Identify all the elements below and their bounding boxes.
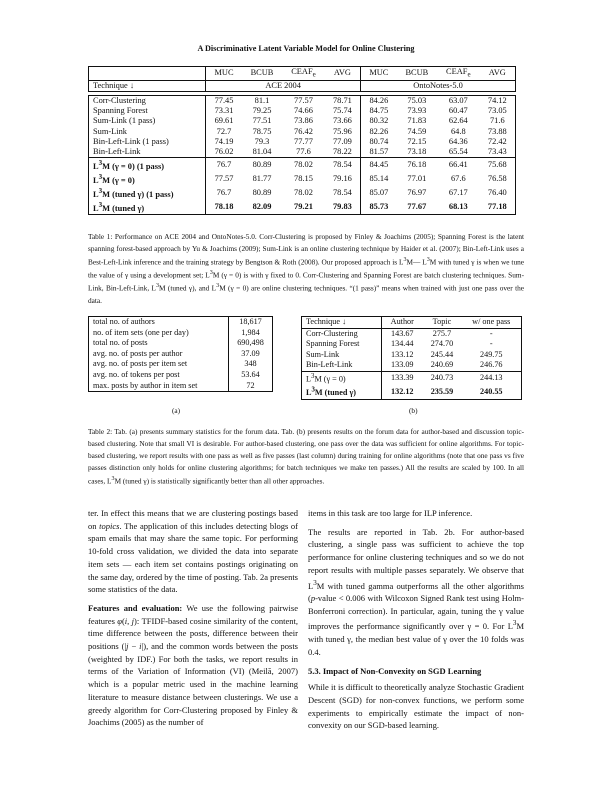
- table-value: 65.54: [437, 147, 480, 158]
- section-heading-5-3: 5.3. Impact of Non-Convexity on SGD Learning: [308, 666, 482, 677]
- dataset-header: OntoNotes-5.0: [361, 80, 516, 91]
- technique-name: Sum-Link: [89, 127, 206, 137]
- table-value: 76.18: [397, 158, 437, 173]
- table-value: 274.70: [430, 339, 454, 349]
- stat-label: avg. no. of posts per item set: [93, 359, 188, 369]
- technique-name: Sum-Link (1 pass): [89, 116, 206, 126]
- table-value: 132.12: [382, 385, 423, 399]
- table-value: 79.25: [252, 106, 272, 116]
- table-value: 240.55: [462, 385, 522, 399]
- table-value: 73.18: [397, 147, 437, 158]
- table-column-header: Technique ↓: [302, 317, 382, 329]
- table-value: 84.26: [361, 96, 397, 107]
- right-column: [308, 507, 524, 732]
- stat-label: no. of item sets (one per day): [93, 327, 189, 337]
- table-row: [89, 172, 516, 186]
- table-value: 77.09: [332, 136, 352, 146]
- table-value: 77.18: [480, 200, 516, 215]
- table-cell: [89, 67, 206, 81]
- table-value: 69.61: [206, 116, 242, 126]
- table-value: 76.40: [480, 186, 516, 200]
- table-value: 77.6: [282, 147, 325, 158]
- table-row: [302, 328, 522, 339]
- table-value: 77.77: [294, 136, 313, 146]
- table-value: 79.3: [254, 136, 270, 146]
- table-value: 73.43: [480, 147, 516, 158]
- table-2-caption: Table 2: Tab. (a) presents summary statistics for the forum data. Tab. (b) presents results on the forum data for author-based and discussion topic-based clustering. Note that small VI is desirable. For author-based clustering, one pass over the data was sufficient for online algorithms. For topic-based clustering, we report results with one pass as well as five passes (last column) during training for online algorithms (note that one pass vs five passes distinction only holds for online clustering algorithms; for batch techniques we make ten passes.) All the results are scaled by 100. In all cases, $L^3M$ (tuned γ) is statistically significantly better than all other approaches.: [88, 427, 524, 486]
- table-value: 78.75: [252, 126, 272, 136]
- technique-name: Bin-Left-Link: [89, 147, 206, 158]
- technique-name: Bin-Left-Link: [302, 360, 382, 371]
- stat-value: 18,617: [229, 317, 273, 328]
- table-value: 75.96: [332, 126, 352, 136]
- stat-value: 690,498: [229, 338, 273, 349]
- table-value: 85.73: [361, 200, 397, 215]
- stat-label: avg. no. of posts per author: [93, 348, 183, 358]
- table-2a: [88, 316, 273, 392]
- table-header-row: [89, 67, 516, 81]
- table-value: 76.7: [206, 158, 242, 173]
- table-value: 133.12: [382, 350, 423, 361]
- table-row: [89, 370, 273, 381]
- technique-name: Corr-Clustering: [302, 328, 382, 339]
- table-column-header: w/ one pass: [462, 317, 522, 329]
- table-value: 81.57: [361, 147, 397, 158]
- table-row: [89, 186, 516, 200]
- stat-value: 37.09: [229, 349, 273, 360]
- table-value: 85.07: [361, 186, 397, 200]
- table-2b-label: (b): [409, 406, 418, 415]
- table-value: 81.1: [242, 96, 282, 107]
- table-value: 240.69: [422, 360, 461, 371]
- table-row: [302, 350, 522, 361]
- table-value: 240.73: [422, 371, 461, 385]
- technique-name: $L^3M$ (γ = 0): [89, 172, 206, 186]
- table-row: [302, 360, 522, 371]
- technique-name: Bin-Left-Link (1 pass): [89, 137, 206, 147]
- table-value: 73.88: [480, 127, 516, 137]
- table-value: 78.15: [294, 174, 313, 184]
- table-value: 74.66: [294, 106, 313, 116]
- table-column-header: Topic: [422, 317, 461, 329]
- table-value: 81.77: [252, 174, 272, 184]
- table-row: [302, 339, 522, 350]
- running-head: A Discriminative Latent Variable Model for Online Clustering: [197, 44, 415, 53]
- table-1-caption: Table 1: Performance on ACE 2004 and OntoNotes-5.0. Corr-Clustering is proposed by Finley & Joachims (2005); Spanning Forest is the latent spanning forest-based approach by Yu & Joachims (2009); Sum-Link is an online clustering technique by Haider et al. (2007); Bin-Left-Link uses a Best-Left-Link inference and the training strategy by Bengtson & Roth (2008). Our proposed approach is $L^3M—$ $L^3M$ with tuned γ is when we tune the value of γ using a development set; $L^3M$ (γ = 0) is with γ fixed to 0. Corr-Clustering and Spanning Forest are batch clustering techniques. Sum-Link, Bin-Left-Link, $L^3M$ (tuned γ), and $L^3M$ (γ = 0) are online clustering techniques. “(1 pass)” means when trained with just one pass over the data.: [88, 232, 524, 305]
- table-value: 249.75: [462, 350, 522, 361]
- table-value: 77.01: [407, 174, 427, 184]
- table-value: 72.42: [480, 137, 516, 147]
- table-value: 81.04: [242, 147, 282, 158]
- table-value: 80.74: [361, 137, 397, 147]
- table-value: 78.02: [282, 158, 325, 173]
- table-value: 77.45: [206, 96, 242, 107]
- technique-header: Technique ↓: [89, 80, 206, 91]
- table-value: 79.16: [332, 174, 352, 184]
- table-column-header: BCUB: [242, 67, 282, 81]
- table-row: [89, 381, 273, 392]
- stat-label: max. posts by author in item set: [93, 380, 198, 390]
- table-value: 71.6: [480, 116, 516, 126]
- stat-value: 72: [229, 381, 273, 392]
- technique-name: Spanning Forest: [302, 339, 382, 350]
- table-row: [89, 349, 273, 360]
- table-value: 80.32: [361, 116, 397, 126]
- table-header-row: [89, 80, 516, 91]
- table-value: 76.02: [206, 147, 242, 158]
- table-row: [89, 338, 273, 349]
- table-value: 80.89: [252, 188, 272, 198]
- table-value: 78.54: [332, 188, 352, 198]
- table-value: 75.03: [397, 96, 437, 107]
- table-value: 78.22: [325, 147, 361, 158]
- table-column-header: MUC: [206, 67, 242, 81]
- stat-value: 53.64: [229, 370, 273, 381]
- table-column-header: AVG: [480, 67, 516, 81]
- table-row: [89, 200, 516, 215]
- table-value: 67.17: [448, 188, 468, 198]
- table-row: [89, 147, 516, 158]
- table-value: 79.83: [325, 200, 361, 215]
- table-value: 60.47: [448, 106, 468, 116]
- table-value: 66.41: [437, 158, 480, 173]
- table-2a-label: (a): [172, 406, 181, 415]
- technique-name: $L^3M$ (γ = 0) (1 pass): [89, 158, 206, 173]
- table-value: 73.86: [294, 116, 313, 126]
- table-value: 244.13: [462, 371, 522, 385]
- table-value: 77.57: [282, 96, 325, 107]
- table-row: [89, 158, 516, 173]
- table-value: 78.02: [294, 188, 313, 198]
- stat-label: total no. of authors: [93, 317, 155, 326]
- table-column-header: AVG: [325, 67, 361, 81]
- table-row: [89, 359, 273, 370]
- table-row: [89, 317, 273, 328]
- table-value: 134.44: [382, 339, 423, 350]
- table-value: 143.67: [382, 328, 423, 339]
- table-value: -: [462, 328, 522, 339]
- table-value: 71.83: [407, 116, 427, 126]
- table-value: 275.7: [432, 328, 452, 338]
- stat-label: avg. no. of tokens per post: [93, 369, 180, 379]
- table-value: 72.15: [407, 136, 427, 146]
- table-value: -: [462, 339, 522, 350]
- technique-name: $L^3M$ (tuned γ): [302, 385, 382, 399]
- table-value: 72.7: [206, 127, 242, 137]
- table-column-header: $CEAF_e$: [437, 67, 480, 81]
- table-value: 85.14: [361, 172, 397, 186]
- table-value: 74.19: [206, 137, 242, 147]
- table-value: 235.59: [422, 385, 461, 399]
- table-value: 80.89: [242, 158, 282, 173]
- table-value: 75.68: [480, 158, 516, 173]
- table-value: 77.57: [206, 172, 242, 186]
- right-para-1: items in this task are too large for ILP inference.: [308, 508, 473, 518]
- technique-name: Corr-Clustering: [89, 96, 206, 107]
- dataset-header: ACE 2004: [206, 80, 361, 91]
- table-column-header: BCUB: [397, 67, 437, 81]
- table-value: 73.05: [480, 106, 516, 116]
- left-para-2: Features and evaluation: We use the following pairwise features φ(i, j): TFIDF-based cosine similarity of the content, time difference between the posts, difference between their positions (|j − i|), and the common words between the posts (weighted by IDF.) For both the tasks, we report results in terms of the Variation of Information (VI) (Meilă, 2007) which is a popular metric used in the machine learning literature to measure distance between clusterings. We use a greedy algorithm for Corr-Clustering proposed by Finley & Joachims (2005) as the number of: [88, 602, 299, 728]
- features-heading: Features and evaluation:: [88, 602, 183, 613]
- table-value: 82.09: [242, 200, 282, 215]
- left-column: [88, 507, 298, 729]
- technique-name: $L^3M$ (tuned γ) (1 pass): [89, 186, 206, 200]
- table-column-header: $CEAF_e$: [282, 67, 325, 81]
- table-value: 84.45: [361, 158, 397, 173]
- technique-name: $L^3M$ (γ = 0): [302, 371, 382, 385]
- table-1: [88, 66, 516, 215]
- table-value: 82.26: [361, 127, 397, 137]
- table-value: 74.12: [480, 96, 516, 107]
- table-value: 84.75: [361, 106, 397, 116]
- table-header-row: [302, 317, 522, 329]
- table-row: [89, 96, 516, 107]
- table-value: 74.59: [407, 126, 427, 136]
- technique-name: Spanning Forest: [89, 106, 206, 116]
- table-column-header: MUC: [361, 67, 397, 81]
- table-value: 75.74: [332, 106, 352, 116]
- table-2b: [301, 316, 522, 400]
- table-value: 62.64: [448, 116, 468, 126]
- table-value: 63.07: [437, 96, 480, 107]
- table-value: 78.71: [325, 96, 361, 107]
- table-row: [89, 116, 516, 126]
- table-value: 64.36: [448, 136, 468, 146]
- table-value: 73.93: [407, 106, 427, 116]
- table-column-header: Author: [382, 317, 423, 329]
- table-value: 76.97: [407, 188, 427, 198]
- table-row: [302, 371, 522, 385]
- table-value: 79.21: [282, 200, 325, 215]
- table-row: [302, 385, 522, 399]
- table-value: 76.58: [480, 172, 516, 186]
- table-value: 76.7: [206, 186, 242, 200]
- table-row: [89, 127, 516, 137]
- table-value: 67.6: [450, 174, 466, 184]
- left-para-1: ter. In effect this means that we are clustering postings based on topics. The application of this includes detecting blogs of spam emails that may share the same topic. For performing 10-fold cross validation, we divided the data into separate item sets — each item set contains postings originating on the same day, ordered by the time of posting. Tab. 2a presents some statistics of the data.: [88, 508, 298, 595]
- table-value: 77.51: [252, 116, 272, 126]
- table-value: 133.09: [382, 360, 423, 371]
- stat-value: 348: [229, 359, 273, 370]
- right-para-3: While it is difficult to theoretically analyze Stochastic Gradient Descent (SGD) for non-convex functions, we perform some experiments to empirically estimate the impact of non-convexity on our SGD-based learning.: [308, 682, 524, 731]
- table-value: 78.18: [206, 200, 242, 215]
- table-value: 245.44: [430, 349, 454, 359]
- table-row: [89, 106, 516, 116]
- table-row: [89, 328, 273, 339]
- stat-label: total no. of posts: [93, 338, 148, 348]
- stat-value: 1,984: [229, 328, 273, 339]
- table-value: 246.76: [462, 360, 522, 371]
- table-value: 73.31: [206, 106, 242, 116]
- table-value: 133.39: [382, 371, 423, 385]
- table-value: 73.66: [332, 116, 352, 126]
- right-para-2: The results are reported in Tab. 2b. For author-based clustering, a single pass was sufficient to achieve the top performance for online clustering techniques and so we do not report results with multiple passes separately. We observe that $L^3M$ with tuned gamma outperforms all the other algorithms (p-value < 0.006 with Wilcoxon Signed Rank test using Holm-Bonferroni correction). In particular, again, tuning the γ value improves the performance significantly over γ = 0. For $L^3M$ with tuned γ, the median best value of γ over the 10 folds was 0.4.: [308, 526, 524, 657]
- table-row: [89, 137, 516, 147]
- technique-name: Sum-Link: [302, 350, 382, 361]
- table-value: 78.54: [325, 158, 361, 173]
- table-value: 76.42: [294, 126, 313, 136]
- technique-name: $L^3M$ (tuned γ): [89, 200, 206, 215]
- table-value: 64.8: [450, 126, 466, 136]
- table-value: 77.67: [397, 200, 437, 215]
- table-value: 68.13: [437, 200, 480, 215]
